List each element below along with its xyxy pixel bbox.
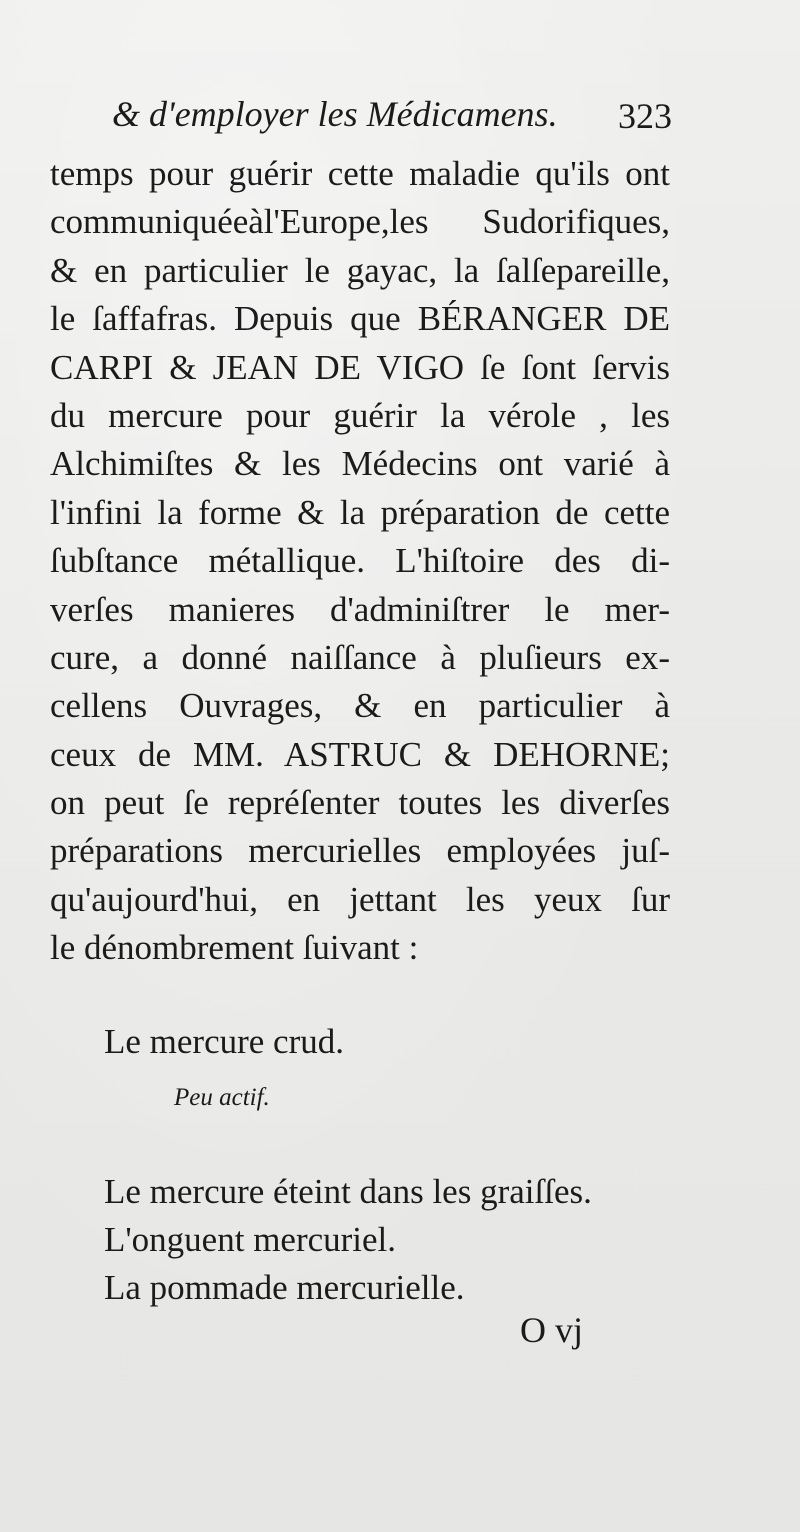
running-head xyxy=(112,90,672,138)
body-line: verſes manieres d'adminiſtrer le mer- xyxy=(50,589,670,629)
body-line: temps pour guérir cette maladie qu'ils ont xyxy=(50,154,670,193)
body-line: du mercure pour guérir la vérole , les xyxy=(50,395,670,435)
list-item: La pommade mercurielle. xyxy=(104,1268,465,1307)
body-line: le dénombrement ſuivant : xyxy=(50,928,419,968)
body-line: l'infini la forme & la préparation de cette xyxy=(50,492,670,532)
body-line: cure, a donné naiſſance à pluſieurs ex- xyxy=(50,637,670,677)
running-title: & d'employer les Médicamens. xyxy=(112,94,558,134)
signature-mark: O vj xyxy=(520,1310,583,1350)
list-item: Le mercure éteint dans les graiſſes. xyxy=(104,1172,592,1211)
preparation-list xyxy=(104,1018,684,1312)
body-line: communiquéeàl'Europe,les Sudorifiques, xyxy=(50,202,670,242)
body-line: cellens Ouvrages, & en particulier à xyxy=(50,686,670,726)
body-line: & en particulier le gayac, la ſalſepareille, xyxy=(50,250,670,290)
page-number: 323 xyxy=(618,96,672,136)
body-line: on peut ſe repréſenter toutes les diverſes xyxy=(50,783,670,823)
body-line: préparations mercurielles employées juſ- xyxy=(50,831,670,871)
body-line: le ſaffafras. Depuis que BÉRANGER DE xyxy=(50,299,670,339)
list-spacer xyxy=(104,1118,684,1168)
list-item: Le mercure crud. xyxy=(104,1022,344,1061)
body-line: ceux de MM. ASTRUC & DEHORNE; xyxy=(50,734,670,774)
body-line: qu'aujourd'hui, en jettant les yeux ſur xyxy=(50,879,670,919)
body-line: ſubſtance métallique. L'hiſtoire des di- xyxy=(50,541,670,581)
body-paragraph xyxy=(50,150,670,973)
list-item: L'onguent mercuriel. xyxy=(104,1220,397,1259)
body-line: CARPI & JEAN DE VIGO ſe ſont ſervis xyxy=(50,347,670,387)
list-note: Peu actif. xyxy=(174,1084,270,1111)
body-line: Alchimiſtes & les Médecins ont varié à xyxy=(50,444,670,484)
